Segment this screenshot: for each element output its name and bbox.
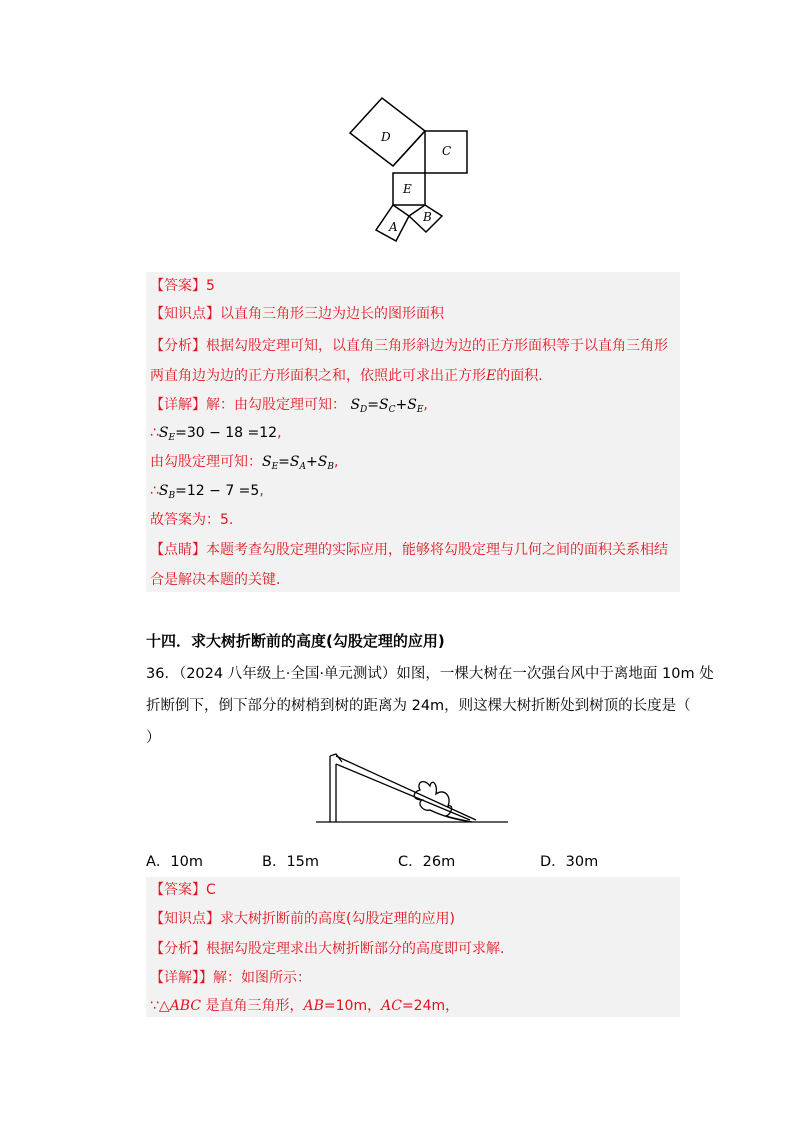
section-heading: 十四．求大树折断前的高度(勾股定理的应用) — [146, 632, 445, 650]
label-d: D — [381, 130, 391, 144]
label-b: B — [423, 210, 432, 224]
option-b: B．15m — [262, 854, 320, 870]
detail2-line-2: ∵△ABC 是直角三角形，AB=10m，AC=24m， — [150, 998, 460, 1014]
question-line-3: ） — [146, 730, 161, 746]
analysis-line-2: 两直角边为边的正方形面积之和，依照此可求出正方形E的面积. — [150, 368, 543, 384]
option-a: A．10m — [146, 854, 203, 870]
knowledge-point2-line: 【知识点】求大树折断前的高度(勾股定理的应用) — [150, 911, 455, 927]
detail-line-4: $\therefore S_B=12 - 7 =5$, — [150, 483, 264, 501]
knowledge-point-line: 【知识点】以直角三角形三边为边长的图形面积 — [150, 306, 444, 322]
detail-line-1: 【详解】解：由勾股定理可知： $S_D=S_C+S_E$, — [150, 397, 428, 415]
option-c: C．26m — [398, 854, 456, 870]
detail-line-2: $\therefore S_E=30 - 18 =12$, — [150, 425, 282, 443]
answer2-line: 【答案】C — [150, 882, 216, 898]
label-e: E — [403, 182, 412, 196]
pythagoras-squares-figure — [340, 95, 470, 250]
conclusion-line: 故答案为：5. — [150, 512, 234, 528]
label-c: C — [442, 144, 452, 158]
fallen-trunk-upper — [336, 756, 476, 820]
detail-line-3: 由勾股定理可知：$S_E=S_A+S_B$, — [150, 454, 339, 472]
analysis-line-1: 【分析】根据勾股定理可知，以直角三角形斜边为边的正方形面积等于以直角三角形 — [150, 338, 668, 354]
question-line-1: 36．（2024 八年级上·全国·单元测试）如图，一棵大树在一次强台风中于离地面 10m 处 — [146, 666, 714, 682]
analysis2-line: 【分析】根据勾股定理求出大树折断部分的高度即可求解. — [150, 941, 505, 957]
detail2-line: 【详解】】解：如图所示： — [150, 970, 311, 986]
triangle-hypotenuse — [393, 131, 425, 166]
option-d: D．30m — [540, 854, 599, 870]
tree-crown — [414, 782, 472, 822]
question-line-2: 折断倒下，倒下部分的树梢到树的距离为 24m，则这棵大树折断处到树顶的长度是（ — [146, 698, 691, 714]
broken-tree-figure — [312, 752, 512, 827]
answer-line: 【答案】5 — [150, 278, 215, 294]
fallen-trunk-lower — [336, 764, 470, 820]
label-a: A — [389, 220, 398, 234]
comment-line-1: 【点睛】本题考查勾股定理的实际应用，能够将勾股定理与几何之间的面积关系相结 — [150, 542, 668, 558]
comment-line-2: 合是解决本题的关键. — [150, 572, 281, 588]
